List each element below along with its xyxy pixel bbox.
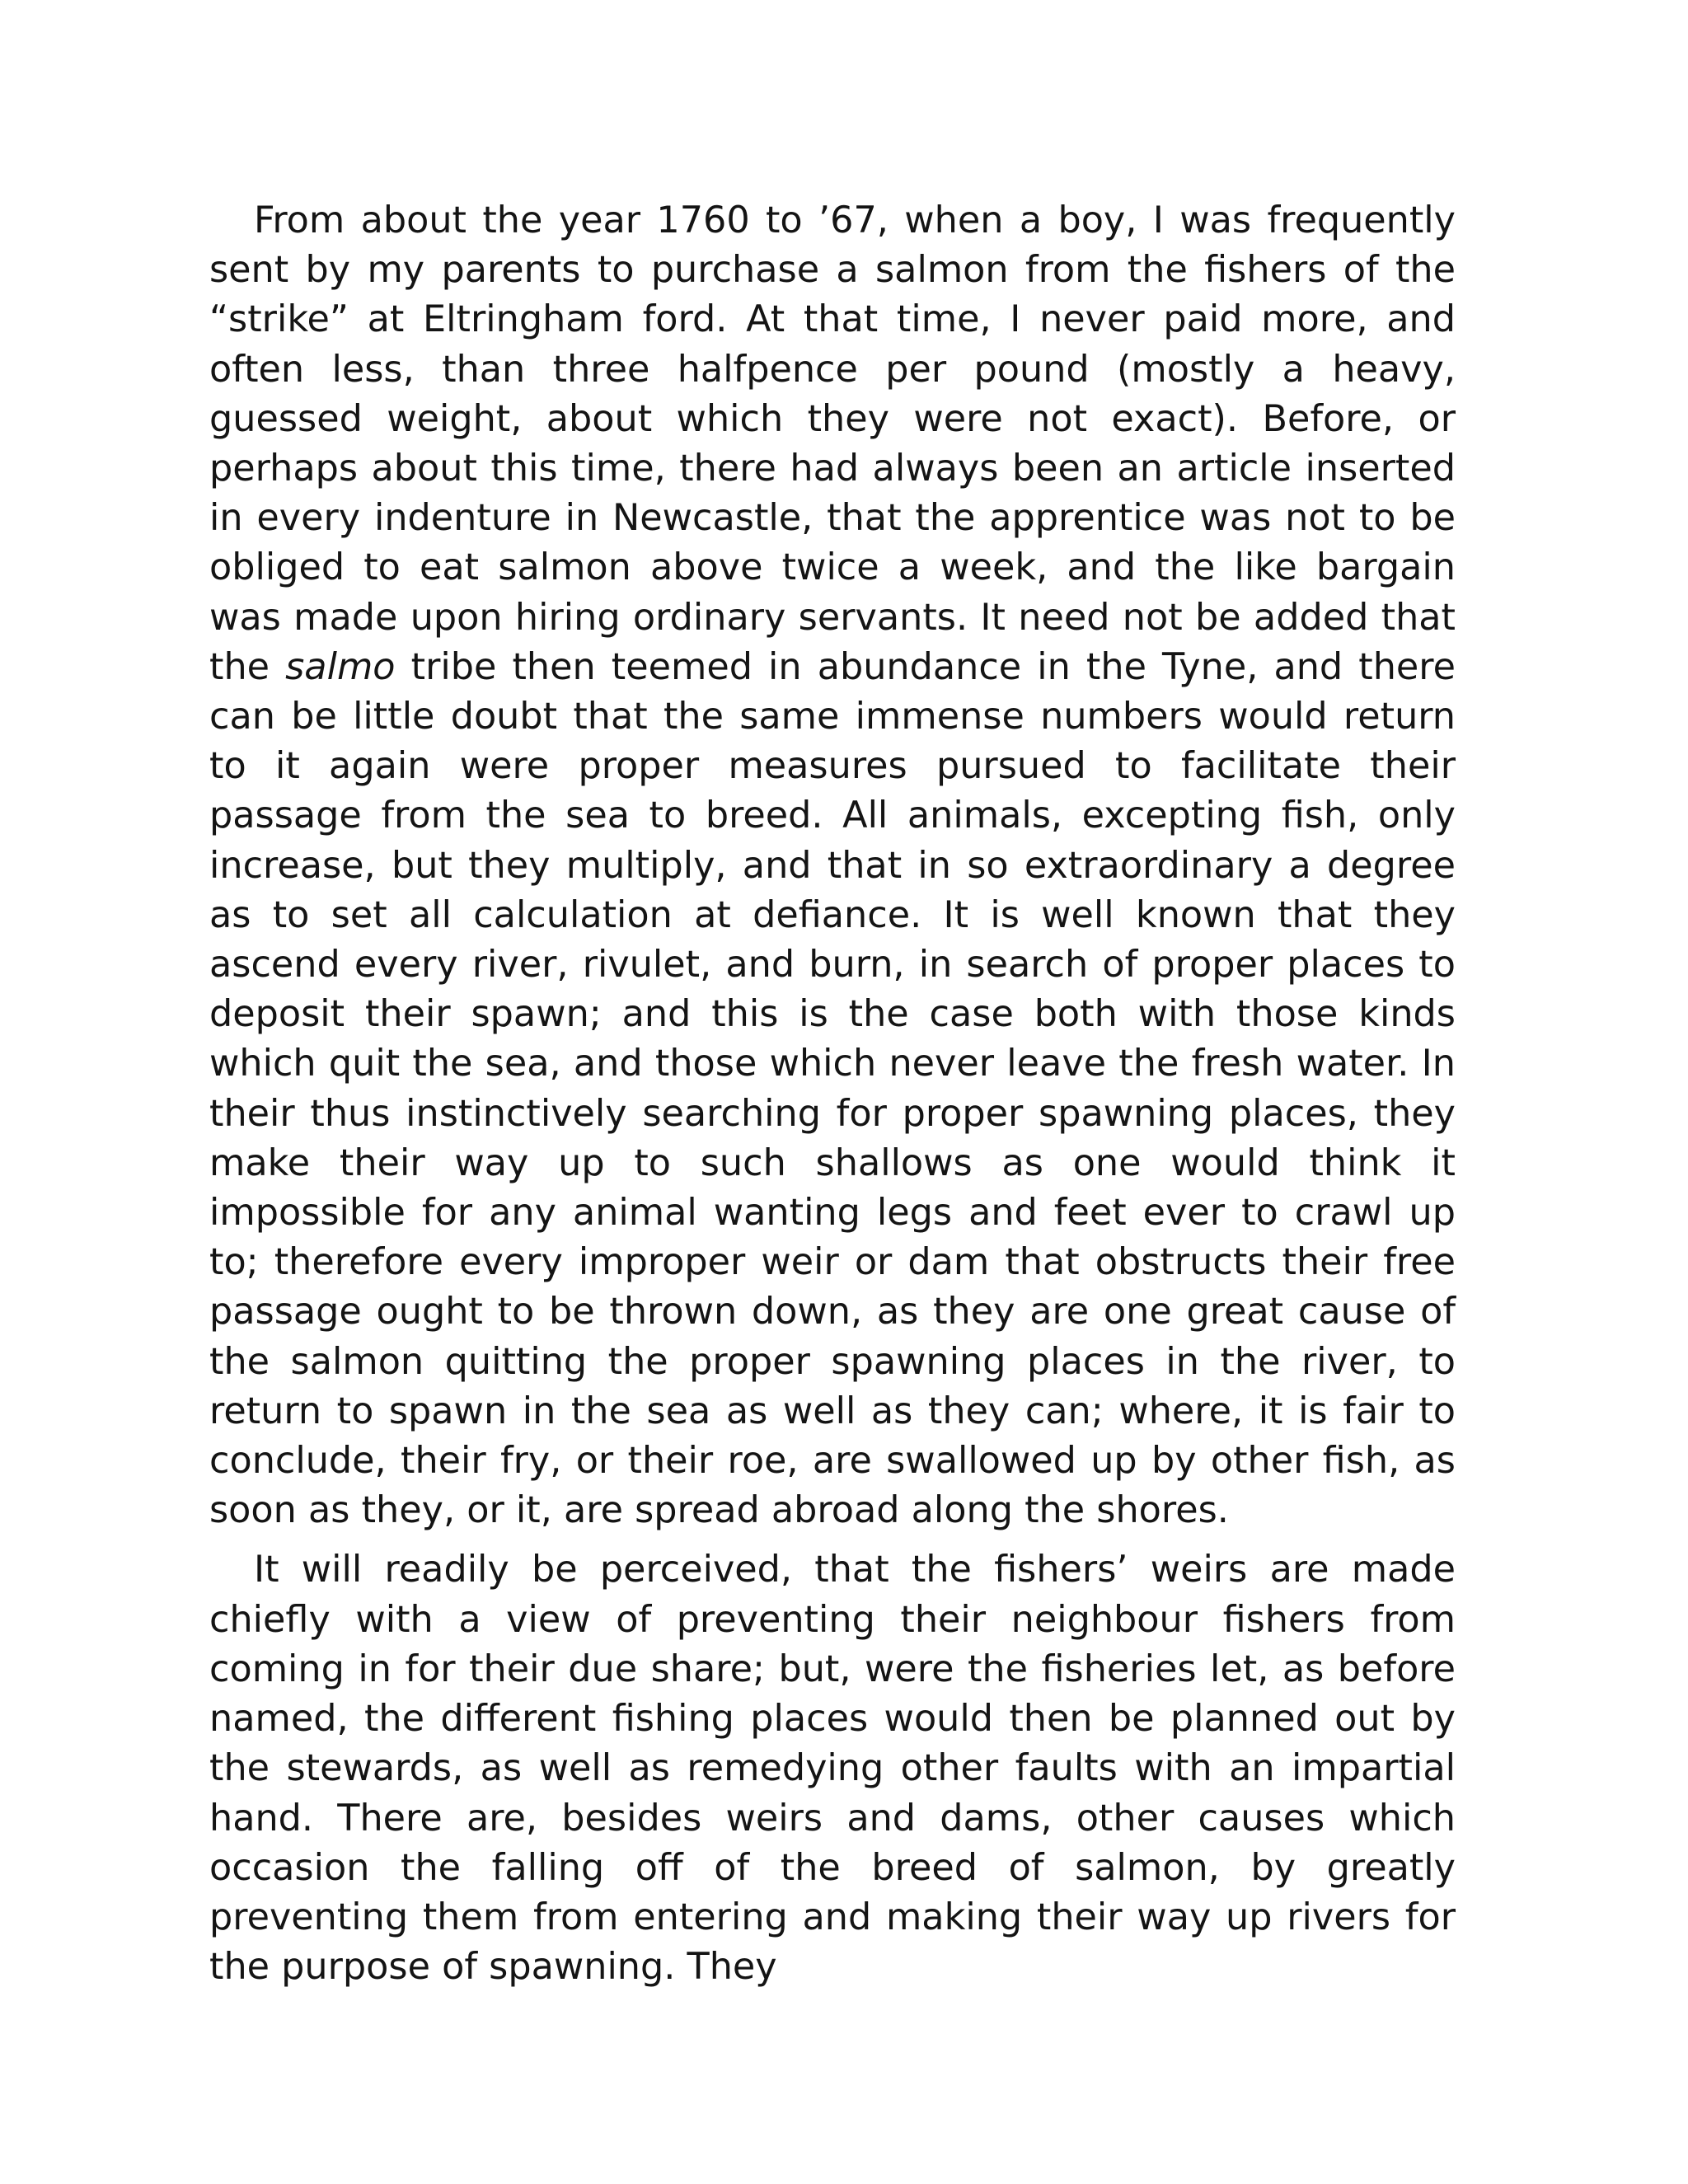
paragraph-salmon-abundance	[209, 196, 1456, 1535]
paragraph-fishers-weirs: It will readily be perceived, that the fishers’ weirs are made chiefly with a view of preventing their neighbour fishers from coming in for their due share; but, were the fisheries let, as before named, the different fishing places would then be planned out by the stewards, as well as remedying other faults with an impartial hand. There are, besides weirs and dams, other causes which occasion the falling off of the breed of salmon, by greatly preventing them from entering and making their way up rivers for the purpose of spawning. They	[209, 1549, 1456, 1989]
paragraph-1-text-end: tribe then teemed in abundance in the Tyne, and there can be little doubt that the same immense numbers would return to it again were proper measures pursued to facilitate their passage from the sea to breed. All animals, excepting fish, only increase, but they multiply, and that in so extraordinary a degree as to set all calculation at defiance. It is well known that they ascend every river, rivulet, and burn, in search of proper places to deposit their spawn; and this is the case both with those kinds which quit the sea, and those which never leave the fresh water. In their thus instinctively searching for proper spawning places, they make their way up to such shallows as one would think it impossible for any animal wanting legs and feet ever to crawl up to; therefore every improper weir or dam that obstructs their free passage ought to be thrown down, as they are one great cause of the salmon quitting the proper spawning places in the river, to return to spawn in the sea as well as they can; where, it is fair to conclude, their fry, or their roe, are swallowed up by other fish, as soon as they, or it, are spread abroad along the shores.	[209, 645, 1456, 1532]
italic-term-salmo: salmo	[285, 645, 396, 688]
page-text-block	[209, 196, 1456, 1992]
paragraph-1-text-start: From about the year 1760 to ’67, when a boy, I was frequently sent by my parents to purchase a salmon from the fishers of the “strike” at Eltringham ford. At that time, I never paid more, and often less, than three halfpence per pound (mostly a heavy, guessed weight, about which they were not exact). Before, or perhaps about this time, there had always been an article inserted in every indenture in Newcastle, that the apprentice was not to be obliged to eat salmon above twice a week, and the like bargain was made upon hiring ordinary servants. It need not be added that the	[209, 199, 1456, 688]
